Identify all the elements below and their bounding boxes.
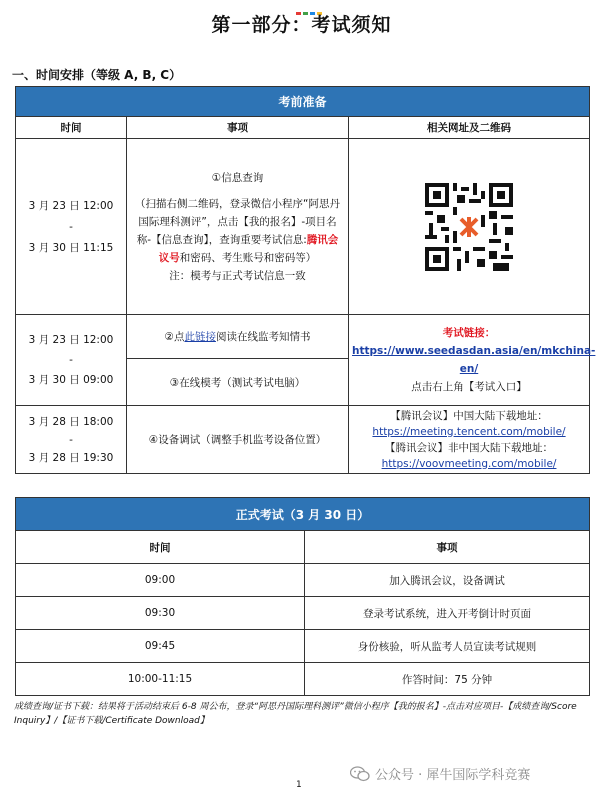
table-row: [16, 663, 590, 696]
exam-link-url[interactable]: https://www.seedasdan.asia/en/mkchina-en/: [352, 345, 596, 375]
table-row: [16, 630, 590, 663]
exam-row-time: 09:30: [16, 597, 305, 630]
table-row: [16, 139, 590, 315]
exam-link-note: 点击右上角【考试入口】: [411, 381, 527, 393]
exam-header-time: 时间: [16, 531, 305, 564]
row2-item-a: [127, 315, 349, 359]
footnote: 成绩查询/证书下载：结果将于活动结束后 6-8 周公布，登录“阿思丹国际理科测评”微信小程序【我的报名】-点击对应项目-【成绩查询/Score Inquiry】/【证书下载/Certificate Download】: [14, 702, 577, 726]
section-heading: 一、时间安排（等级 A, B, C）: [12, 68, 182, 82]
exam-row-time: 09:45: [16, 630, 305, 663]
table-row: [16, 597, 590, 630]
notice-link[interactable]: 此链接: [184, 331, 216, 343]
row2-time-dash: -: [69, 354, 73, 366]
exam-row-time: 10:00-11:15: [16, 663, 305, 696]
page-title: 第一部分：考试须知: [211, 14, 392, 36]
exam-band-title: 正式考试（3 月 30 日）: [16, 498, 590, 531]
row2-item-a-suffix: 阅读在线监考知情书: [215, 331, 311, 343]
row2-item-b: ③在线模考（测试考试电脑）: [127, 359, 349, 406]
row1-time-dash: -: [69, 220, 73, 233]
exam-row-item: 加入腾讯会议，设备调试: [305, 564, 590, 597]
row1-item-line2: 和密码、考生账号和密码等）: [179, 251, 317, 264]
row2-item-a-prefix: ②点: [164, 331, 185, 343]
exam-table: [15, 497, 590, 696]
page-number: 1: [296, 780, 302, 790]
row1-time-start: 3 月 23 日 12:00: [28, 199, 114, 212]
row3-time: [16, 406, 127, 474]
row1-qr-cell: [349, 139, 590, 315]
tencent-intl-label: 【腾讯会议】非中国大陆下载地址：: [385, 441, 554, 454]
tencent-cn-url[interactable]: https://meeting.tencent.com/mobile/: [372, 425, 566, 438]
tencent-intl-url[interactable]: https://voovmeeting.com/mobile/: [381, 457, 557, 470]
qr-code-icon[interactable]: [425, 183, 513, 271]
prep-header-time: 时间: [16, 117, 127, 139]
exam-row-item: 登录考试系统，进入开考倒计时页面: [305, 597, 590, 630]
watermark-text: 公众号 · 犀牛国际学科竞赛: [375, 768, 531, 783]
exam-row-time: 09:00: [16, 564, 305, 597]
prep-table: [15, 86, 596, 474]
table-row: [16, 564, 590, 597]
exam-header-item: 事项: [305, 531, 590, 564]
table-row: [16, 315, 590, 359]
prep-header-links: 相关网址及二维码: [349, 117, 590, 139]
row1-time: [16, 139, 127, 315]
row1-item: [127, 139, 349, 315]
row3-links: [349, 406, 590, 474]
row2-time-end: 3 月 30 日 09:00: [28, 374, 114, 386]
row3-time-end: 3 月 28 日 19:30: [28, 451, 114, 464]
tencent-cn-label: 【腾讯会议】中国大陆下载地址：: [390, 409, 548, 422]
row2-time-start: 3 月 23 日 12:00: [28, 334, 114, 346]
row1-item-line1: （扫描右侧二维码，登录微信小程序“阿思丹国际理科测评”，点击【我的报名】-项目名称-【信息查询】，查询重要考试信息:: [135, 197, 340, 246]
row1-item-title: ①信息查询: [211, 171, 264, 184]
row1-item-red: 腾讯会议号: [158, 233, 339, 264]
prep-band-title: 考前准备: [16, 87, 590, 117]
wechat-icon: [350, 766, 370, 782]
row3-time-start: 3 月 28 日 18:00: [28, 415, 114, 428]
exam-link-label: 考试链接：: [442, 327, 496, 339]
top-color-dots: [296, 0, 326, 3]
row2-links: [349, 315, 596, 406]
row1-time-end: 3 月 30 日 11:15: [28, 241, 114, 254]
exam-row-item: 作答时间：75 分钟: [305, 663, 590, 696]
row2-time: [16, 315, 127, 406]
exam-row-item: 身份核验，听从监考人员宣读考试规则: [305, 630, 590, 663]
row1-item-note: 注：模考与正式考试信息一致: [169, 269, 306, 282]
watermark: [350, 764, 530, 783]
row3-item: ④设备调试（调整手机监考设备位置）: [127, 406, 349, 474]
table-row: [16, 406, 590, 474]
prep-header-item: 事项: [127, 117, 349, 139]
row3-time-dash: -: [69, 433, 73, 446]
